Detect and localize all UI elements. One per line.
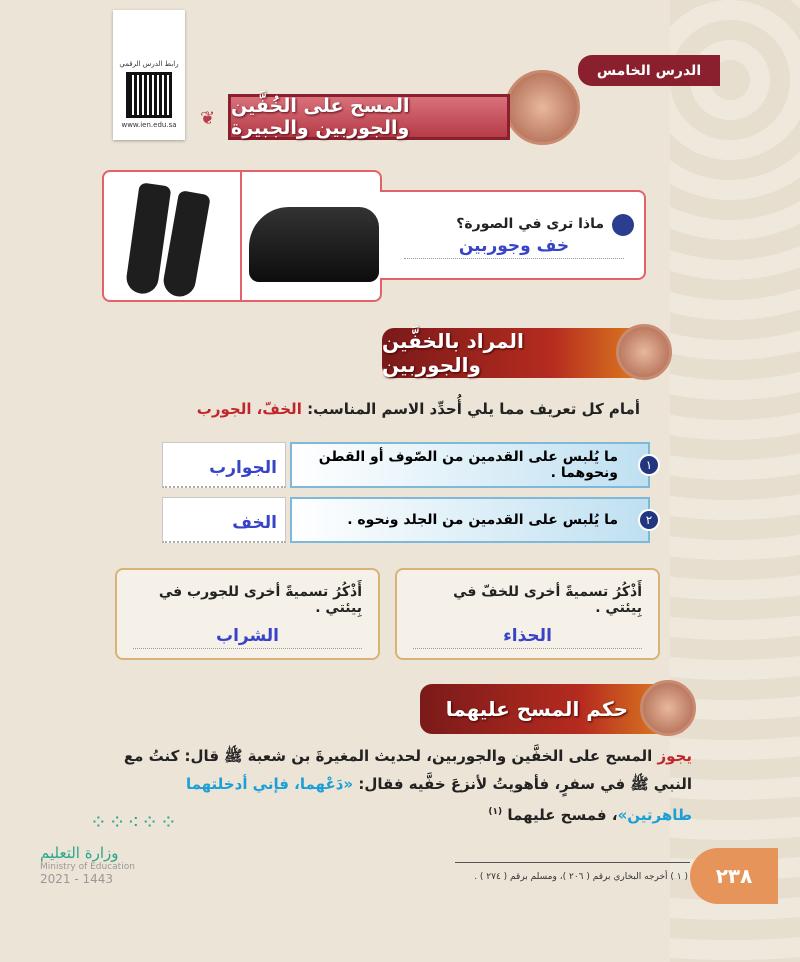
section-title: المراد بالخفَّين والجوربين — [382, 329, 524, 377]
image-box — [102, 170, 382, 302]
instruction-options: الخفّ، الجورب — [196, 400, 302, 418]
question-answer[interactable]: خف وجوربين — [404, 236, 624, 259]
title-rosette-icon — [505, 70, 580, 145]
shoe-image — [249, 207, 379, 282]
card-prompt: أَذْكُرُ تسميةً أخرى للخفّ في بِيئتي . — [453, 584, 642, 616]
question-box — [380, 190, 646, 280]
ministry-ar: وزارة التعليم — [40, 844, 119, 862]
question-text: ماذا ترى في الصورة؟ — [456, 216, 604, 232]
title-flourish-icon: ❦ — [200, 108, 216, 129]
socks-image — [104, 172, 242, 300]
answer-field-2[interactable] — [162, 497, 286, 543]
qr-code-icon[interactable] — [126, 72, 172, 118]
footnote-divider — [455, 862, 690, 863]
section-title: حكم المسح عليهما — [445, 697, 628, 721]
para-text: المسح على الخفَّين والجوربين، لحديث المغيرةَ بن شعبة ﷺ قال: كنتُ مع النبي ﷺ في سفرٍ، فأهويتُ لأنزعَ خفَّيه فقال: — [123, 747, 692, 793]
section-header-definition — [382, 328, 664, 378]
qr-box[interactable] — [113, 10, 185, 140]
lesson-tag: الدرس الخامس — [578, 55, 720, 86]
para-text: ، فمسح عليهما — [507, 806, 618, 824]
bullet-icon — [612, 214, 634, 236]
answer-text: الجوارب — [209, 458, 277, 478]
section-header-ruling — [420, 684, 688, 734]
definition-text: ما يُلبس على القدمين من الصّوف أو القطن ونحوهما . — [318, 449, 618, 481]
item-number: ١ — [638, 454, 660, 476]
instruction-text: أمام كل تعريف مما يلي أُحدِّد الاسم المناسب: — [307, 400, 640, 418]
ruling-paragraph — [112, 742, 692, 829]
ministry-logo — [40, 810, 180, 886]
item-number: ٢ — [638, 509, 660, 531]
card-khuff — [395, 568, 660, 660]
highlight-word: يجوز — [657, 747, 692, 765]
rosette-icon — [640, 680, 696, 736]
hadith-quote: «دَعْهما، فإني أدخلتهما طاهرتين» — [185, 775, 692, 824]
answer-text: الخف — [232, 513, 277, 533]
instruction — [197, 400, 640, 418]
footnote-mark: (١) — [488, 807, 503, 817]
qr-label: رابط الدرس الرقمي — [119, 60, 179, 68]
logo-dots-icon: ⁘⁘⁖⁘⁘ — [90, 810, 179, 834]
card-prompt: أَذْكُرُ تسميةً أخرى للجورب في بِيئتي . — [158, 584, 362, 616]
definition-text: ما يُلبس على القدمين من الجلد ونحوه . — [347, 512, 618, 528]
answer-field-1[interactable] — [162, 442, 286, 488]
footnote: ( ١ ) أخرجه البخاري برقم ( ٢٠٦ )، ومسلم برقم ( ٢٧٤ ) . — [474, 872, 688, 882]
ministry-year: 2021 - 1443 — [40, 872, 114, 886]
rosette-icon — [616, 324, 672, 380]
ministry-en: Ministry of Education — [40, 862, 135, 872]
card-answer[interactable]: الشراب — [133, 626, 362, 649]
qr-url: www.ien.edu.sa — [121, 121, 177, 129]
lesson-title: المسح على الخُفَّين والجوربين والجبيرة — [228, 94, 510, 140]
card-answer[interactable]: الحذاء — [413, 626, 642, 649]
page-number: ٢٣٨ — [690, 848, 778, 904]
definition-2 — [290, 497, 650, 543]
definition-1 — [290, 442, 650, 488]
card-jawrab — [115, 568, 380, 660]
